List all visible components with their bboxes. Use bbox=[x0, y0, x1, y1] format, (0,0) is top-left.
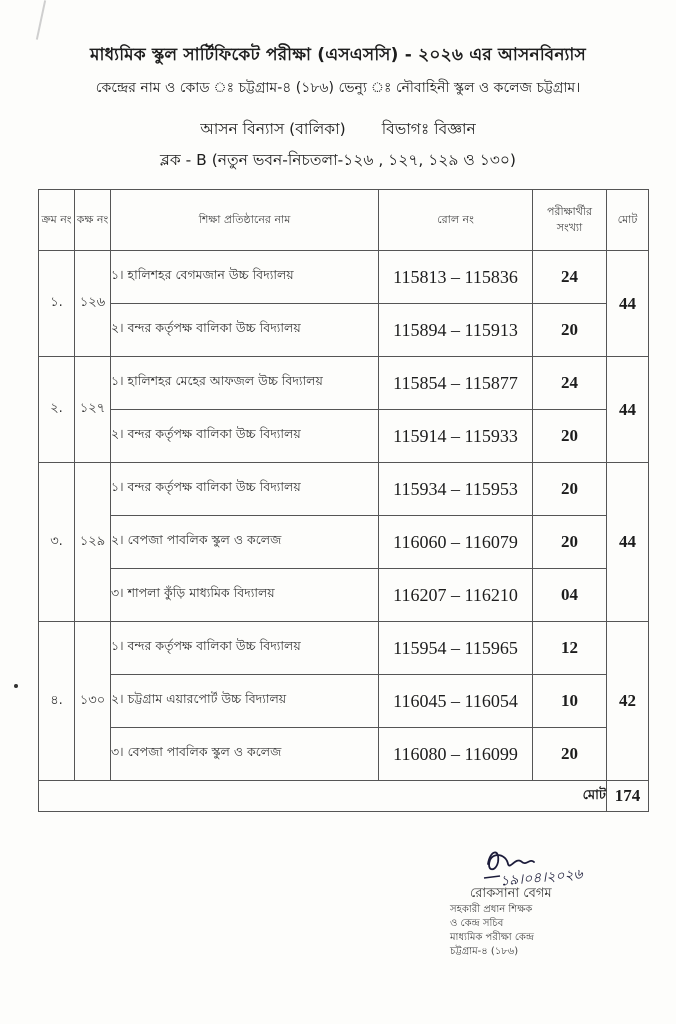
seat-plan-table bbox=[38, 189, 649, 812]
header-room: কক্ষ নং bbox=[75, 190, 111, 251]
room-cell: ১২৭ bbox=[75, 357, 111, 463]
count-cell: 04 bbox=[533, 569, 607, 622]
serial-cell: ২. bbox=[39, 357, 75, 463]
room-total-cell: 44 bbox=[607, 463, 649, 622]
school-cell: ১। হালিশহর মেহের আফজল উচ্চ বিদ্যালয় bbox=[111, 357, 379, 410]
roll-cell: 116080 – 116099 bbox=[379, 728, 533, 781]
roll-cell: 115894 – 115913 bbox=[379, 304, 533, 357]
header-count: পরীক্ষার্থীর সংখ্যা bbox=[533, 190, 607, 251]
school-cell: ১। বন্দর কর্তৃপক্ষ বালিকা উচ্চ বিদ্যালয় bbox=[111, 622, 379, 675]
header-school: শিক্ষা প্রতিষ্ঠানের নাম bbox=[111, 190, 379, 251]
count-cell: 12 bbox=[533, 622, 607, 675]
roll-cell: 115934 – 115953 bbox=[379, 463, 533, 516]
count-cell: 20 bbox=[533, 728, 607, 781]
grand-total-value: 174 bbox=[607, 781, 649, 812]
count-cell: 20 bbox=[533, 410, 607, 463]
table-row bbox=[39, 304, 649, 357]
school-cell: ২। বন্দর কর্তৃপক্ষ বালিকা উচ্চ বিদ্যালয় bbox=[111, 304, 379, 357]
school-cell: ২। চট্টগ্রাম এয়ারপোর্ট উচ্চ বিদ্যালয় bbox=[111, 675, 379, 728]
grand-total-label: মোট bbox=[39, 781, 607, 812]
signatory-center: মাধ্যমিক পরীক্ষা কেন্দ্র bbox=[450, 932, 535, 943]
roll-cell: 116060 – 116079 bbox=[379, 516, 533, 569]
table-row bbox=[39, 463, 649, 516]
table-row bbox=[39, 675, 649, 728]
room-total-cell: 44 bbox=[607, 251, 649, 357]
signatory-name: রোকসানা বেগম bbox=[470, 886, 552, 901]
table-row bbox=[39, 728, 649, 781]
school-cell: ১। বন্দর কর্তৃপক্ষ বালিকা উচ্চ বিদ্যালয় bbox=[111, 463, 379, 516]
count-cell: 10 bbox=[533, 675, 607, 728]
department-label: বিভাগঃ বিজ্ঞান bbox=[381, 120, 476, 138]
room-cell: ১২৯ bbox=[75, 463, 111, 622]
seat-arrangement-line bbox=[0, 117, 676, 143]
table-row bbox=[39, 622, 649, 675]
count-cell: 20 bbox=[533, 516, 607, 569]
signature-date: ১৯।০৪।২০২৬ bbox=[499, 866, 584, 890]
room-total-cell: 44 bbox=[607, 357, 649, 463]
signatory-center-code: চট্টগ্রাম-৪ (১৮৬) bbox=[450, 946, 519, 957]
school-cell: ২। বেপজা পাবলিক স্কুল ও কলেজ bbox=[111, 516, 379, 569]
header-serial: ক্রম নং bbox=[39, 190, 75, 251]
school-cell: ২। বন্দর কর্তৃপক্ষ বালিকা উচ্চ বিদ্যালয় bbox=[111, 410, 379, 463]
school-cell: ১। হালিশহর বেগমজান উচ্চ বিদ্যালয় bbox=[111, 251, 379, 304]
signatory-designation: সহকারী প্রধান শিক্ষক bbox=[450, 904, 533, 915]
serial-cell: ৪. bbox=[39, 622, 75, 781]
signatory-role: ও কেন্দ্র সচিব bbox=[450, 918, 504, 929]
table-row bbox=[39, 516, 649, 569]
room-cell: ১৩০ bbox=[75, 622, 111, 781]
count-cell: 20 bbox=[533, 463, 607, 516]
school-cell: ৩। বেপজা পাবলিক স্কুল ও কলেজ bbox=[111, 728, 379, 781]
seat-arrangement-label: আসন বিন্যাস (বালিকা) bbox=[200, 120, 346, 138]
table-footer-row bbox=[39, 781, 649, 812]
table-row bbox=[39, 569, 649, 622]
roll-cell: 115954 – 115965 bbox=[379, 622, 533, 675]
roll-cell: 115854 – 115877 bbox=[379, 357, 533, 410]
table-row bbox=[39, 251, 649, 304]
count-cell: 24 bbox=[533, 357, 607, 410]
count-cell: 24 bbox=[533, 251, 607, 304]
roll-cell: 115813 – 115836 bbox=[379, 251, 533, 304]
serial-cell: ১. bbox=[39, 251, 75, 357]
document-title: মাধ্যমিক স্কুল সার্টিফিকেট পরীক্ষা (এসএসসি) - ২০২৬ এর আসনবিন্যাস bbox=[90, 45, 586, 65]
header-total: মোট bbox=[607, 190, 649, 251]
stray-mark bbox=[14, 684, 18, 688]
roll-cell: 116207 – 116210 bbox=[379, 569, 533, 622]
table-row bbox=[39, 357, 649, 410]
paper-fold-mark bbox=[36, 0, 46, 40]
table-row bbox=[39, 410, 649, 463]
school-cell: ৩। শাপলা কুঁড়ি মাধ্যমিক বিদ্যালয় bbox=[111, 569, 379, 622]
room-cell: ১২৬ bbox=[75, 251, 111, 357]
room-total-cell: 42 bbox=[607, 622, 649, 781]
roll-cell: 115914 – 115933 bbox=[379, 410, 533, 463]
block-line: ব্লক - B (নতুন ভবন-নিচতলা-১২৬ , ১২৭, ১২৯ ও ১৩০) bbox=[160, 151, 516, 169]
serial-cell: ৩. bbox=[39, 463, 75, 622]
count-cell: 20 bbox=[533, 304, 607, 357]
center-venue-line: কেন্দ্রের নাম ও কোড ঃ চট্টগ্রাম-৪ (১৮৬) ভেন্যু ঃ নৌবাহিনী স্কুল ও কলেজ চট্টগ্রাম। bbox=[95, 80, 581, 96]
table-header-row bbox=[39, 190, 649, 251]
header-roll: রোল নং bbox=[379, 190, 533, 251]
roll-cell: 116045 – 116054 bbox=[379, 675, 533, 728]
